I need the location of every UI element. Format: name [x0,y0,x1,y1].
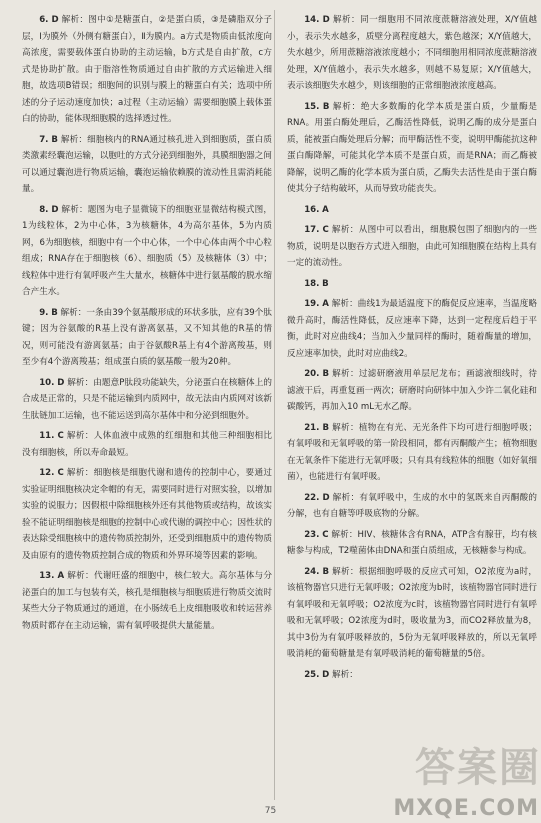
right-column [287,12,537,687]
answer-item [287,564,537,663]
answer-item [287,276,537,293]
answer-item [22,428,272,461]
explanation-text: 解析： [332,669,358,680]
answer-letter: D [322,492,330,503]
explanation-text: 解析：根据细胞呼吸的反应式可知，O2浓度为a时，该植物器官只进行无氧呼吸；O2浓度为b时，该植物器官同时进行有氧呼吸和无氧呼吸；O2浓度为c时，该植物器官同时进行有氧呼吸和无氧呼吸；O2浓度为d时，吸收量为3，而CO2释放量为8，其中3份为有氧呼吸释放的，5份为无氧呼吸释放的，所以无氧呼吸消耗的葡萄糖量是有氧呼吸消耗的葡萄糖量的5倍。 [287,566,538,659]
answer-paragraph [287,202,537,219]
answer-letter: D [322,15,330,25]
answer-letter: A [322,299,329,309]
question-number: 25. [304,669,320,680]
answer-item [22,12,272,128]
explanation-text: 解析：一条由39个氨基酸形成的环状多肽，应有39个肽键；因为谷氨酸的R基上没有游离氨基，又不知其他的R基的情况，则可能没有游离氨基；由于谷氨酸R基上有4个游离羧基，则至少有4个游离羧基；组成蛋白质的氨基酸一般为20种。 [22,307,273,367]
page-number: 75 [264,806,277,816]
answer-letter: B [322,566,330,577]
answer-paragraph [22,375,272,425]
watermark-url: MXQE.COM [393,796,539,821]
answer-paragraph [22,568,272,634]
question-number: 24. [304,566,320,577]
answer-letter: C [57,468,64,478]
answer-item [287,420,537,486]
answer-item [287,99,537,198]
left-column [22,12,272,638]
answer-item [287,12,537,95]
explanation-text: 解析：过滤研磨液用单层尼龙布；画滤液细线时，待滤液干后，再重复画一两次；研磨时向研钵中加入少许二氧化硅和碳酸钙，再加入10 mL无水乙醇。 [287,369,537,412]
question-number: 10. [39,377,55,388]
answer-item [287,527,537,560]
answer-paragraph [287,490,537,523]
answer-paragraph [287,366,537,416]
answer-paragraph [287,12,537,95]
column-divider [274,10,275,800]
answer-paragraph [22,132,272,198]
question-number: 19. [304,299,320,309]
answer-letter: B [322,278,329,289]
question-number: 17. [304,225,320,235]
answer-item [22,465,272,564]
explanation-text: 解析：曲线1为最适温度下的酶促反应速率，当温度略微升高时，酶活性降低，反应速率下降，达到一定程度后趋于平衡，此时对应曲线4；当加入少量同样的酶时，随着酶量的增加，反应速率加快，此时对应曲线2。 [287,299,538,359]
answer-paragraph [287,296,537,362]
question-number: 7. [39,134,49,145]
explanation-text: 解析：绝大多数酶的化学本质是蛋白质，少量酶是RNA。用蛋白酶处理后，乙酶活性降低，说明乙酶的成分是蛋白质，能被蛋白酶处理后分解；而甲酶活性不变，说明甲酶能抗这种蛋白酶降解，可能其化学本质不是蛋白质，而是RNA；而乙酶被降解，说明乙酶的化学本质为蛋白质，乙酶失去活性是由于蛋白酶使其分子结构破坏，从而导致功能丧失。 [287,101,537,194]
answer-item [287,366,537,416]
answer-paragraph [22,428,272,461]
explanation-text: 解析：代谢旺盛的细胞中，核仁较大。高尔基体与分泌蛋白的加工与包装有关，核孔是细胞核与细胞质进行物质交流时某些大分子物质通过的通道，在小肠绒毛上皮细胞吸收和转运营养物质时都存在主动运输，需有氧呼吸提供大量能量。 [22,571,272,631]
answer-paragraph [287,99,537,198]
answer-item [287,667,537,684]
answer-letter: D [322,669,330,680]
answer-paragraph [287,564,537,663]
question-number: 15. [304,101,320,112]
answer-paragraph [287,420,537,486]
explanation-text: 解析：HIV、核糖体含有RNA，ATP含有腺苷，均有核糖参与构成，T2噬菌体由DNA和蛋白质组成，无核糖参与构成。 [287,529,537,556]
question-number: 6. [39,15,49,25]
answer-item [22,132,272,198]
explanation-text: 解析：图中①是糖蛋白，②是蛋白质，③是磷脂双分子层，I为膜外（外侧有糖蛋白），Ⅱ为膜内。a方式是物质由低浓度向高浓度，需要载体蛋白协助的主动运输，b方式是自由扩散，c方式是协助扩散。由于脂溶性物质通过自由扩散的方式运输进入细胞，故选项B错误；细胞间的识别与膜上的糖蛋白有关；选项中所述的分子运动速度加快；a过程（主动运输）需要细胞膜上载体蛋白的协助，能体现细胞膜的选择透过性。 [22,15,272,124]
question-number: 23. [304,529,320,540]
question-number: 13. [39,571,55,581]
answer-item [22,202,272,301]
question-number: 20. [304,369,320,379]
answer-item [287,296,537,362]
watermark-logo: 答案圈 [415,745,541,791]
answer-letter: D [57,377,65,388]
answer-item [22,305,272,371]
question-number: 9. [39,307,49,318]
answer-letter: C [57,431,64,441]
answer-paragraph [22,12,272,128]
answer-letter: C [322,225,329,235]
question-number: 16. [304,204,320,215]
question-number: 8. [39,204,49,215]
answer-item [22,568,272,634]
question-number: 14. [304,15,320,25]
explanation-text: 解析：植物在有光、无光条件下均可进行细胞呼吸；有氧呼吸和无氧呼吸的第一阶段相同，都有丙酮酸产生；植物细胞在无氧条件下能进行无氧呼吸；只有具有线粒体的细胞（如好氧细菌），也能进行有氧呼吸。 [287,422,537,482]
answer-letter: A [57,571,65,581]
explanation-text: 解析：同一细胞用不同浓度蔗糖溶液处理，X/Y值越小，表示失水越多，质壁分离程度越大，紫色越深；X/Y值越大，失水越少，所用蔗糖溶液浓度越小；不同细胞用相同浓度蔗糖溶液处理，X/Y值越小，表示失水越多，则越不易复原；X/Y值越大，表示该细胞失水越少，则该细胞的正常细胞液浓度越高。 [287,15,537,91]
answer-paragraph [287,527,537,560]
answer-letter: B [322,369,330,379]
answer-letter: B [322,101,330,112]
answer-paragraph [22,305,272,371]
answer-letter: C [322,529,329,540]
explanation-text: 解析：细胞核内的RNA通过核孔进入到细胞质，蛋白质类激素经囊泡运输，以胞吐的方式分泌到细胞外，具膜细胞器之间可以通过囊泡进行物质运输，囊泡运输依赖膜的流动性且需消耗能量。 [22,134,272,194]
explanation-text: 解析：从图中可以看出，细胞膜包围了细胞内的一些物质，说明是以胞吞方式进入细胞，由此可知细胞膜在结构上具有一定的流动性。 [287,225,537,268]
question-number: 21. [304,422,320,433]
answer-paragraph [287,222,537,272]
answer-paragraph [22,465,272,564]
answer-letter: D [51,15,59,25]
answer-item [287,490,537,523]
answer-item [287,222,537,272]
question-number: 11. [39,431,55,441]
answer-paragraph [22,202,272,301]
answer-letter: D [51,204,59,215]
explanation-text: 解析：由题意P肽段功能缺失，分泌蛋白在核糖体上的合成是正常的，只是不能运输到内质网中，故无法由内质网对该新生肽链加工运输，也不能运送到高尔基体中和分泌到细胞外。 [22,377,273,421]
explanation-text: 解析：细胞核是细胞代谢和遗传的控制中心，要通过实验证明细胞核决定伞帽的有无，需要同时进行对照实验，以增加实验的说服力；因假根中除细胞核外还有其他物质或结构，故该实验不能证明细胞核是细胞的控制中心或代谢的调控中心；因性状的表达除受细胞核中的遗传物质控制外，还受到细胞质中的遗传物质及由原有的遗传物质控制合成的物质和外界环境等因素的影响。 [22,468,272,561]
question-number: 18. [304,278,320,289]
answer-letter: B [322,422,330,433]
answer-paragraph [287,667,537,684]
answer-item [22,375,272,425]
explanation-text: 解析：有氧呼吸中，生成的水中的氢既来自丙酮酸的分解，也有自糖等呼吸底物的分解。 [287,492,538,519]
question-number: 22. [304,492,320,503]
answer-letter: B [51,307,58,318]
answer-letter: B [51,134,58,145]
explanation-text: 解析：题图为电子显微镜下的细胞亚显微结构模式图，1为线粒体，2为中心体，3为核糖体，4为高尔基体，5为内质网，6为细胞核，细胞中有一个中心体，一个中心体由两个中心粒组成；RNA存在于细胞核（6）、细胞质（5）及核糖体（3）中；线粒体中进行有氧呼吸产生大量水，核糖体中进行氨基酸的脱水缩合产生水。 [22,204,272,297]
answer-paragraph [287,276,537,293]
explanation-text: 解析：人体血液中成熟的红细胞和其他三种细胞相比没有细胞核，所以寿命最短。 [22,431,272,458]
question-number: 12. [39,468,55,478]
answer-letter: A [322,204,329,215]
answer-item [287,202,537,219]
